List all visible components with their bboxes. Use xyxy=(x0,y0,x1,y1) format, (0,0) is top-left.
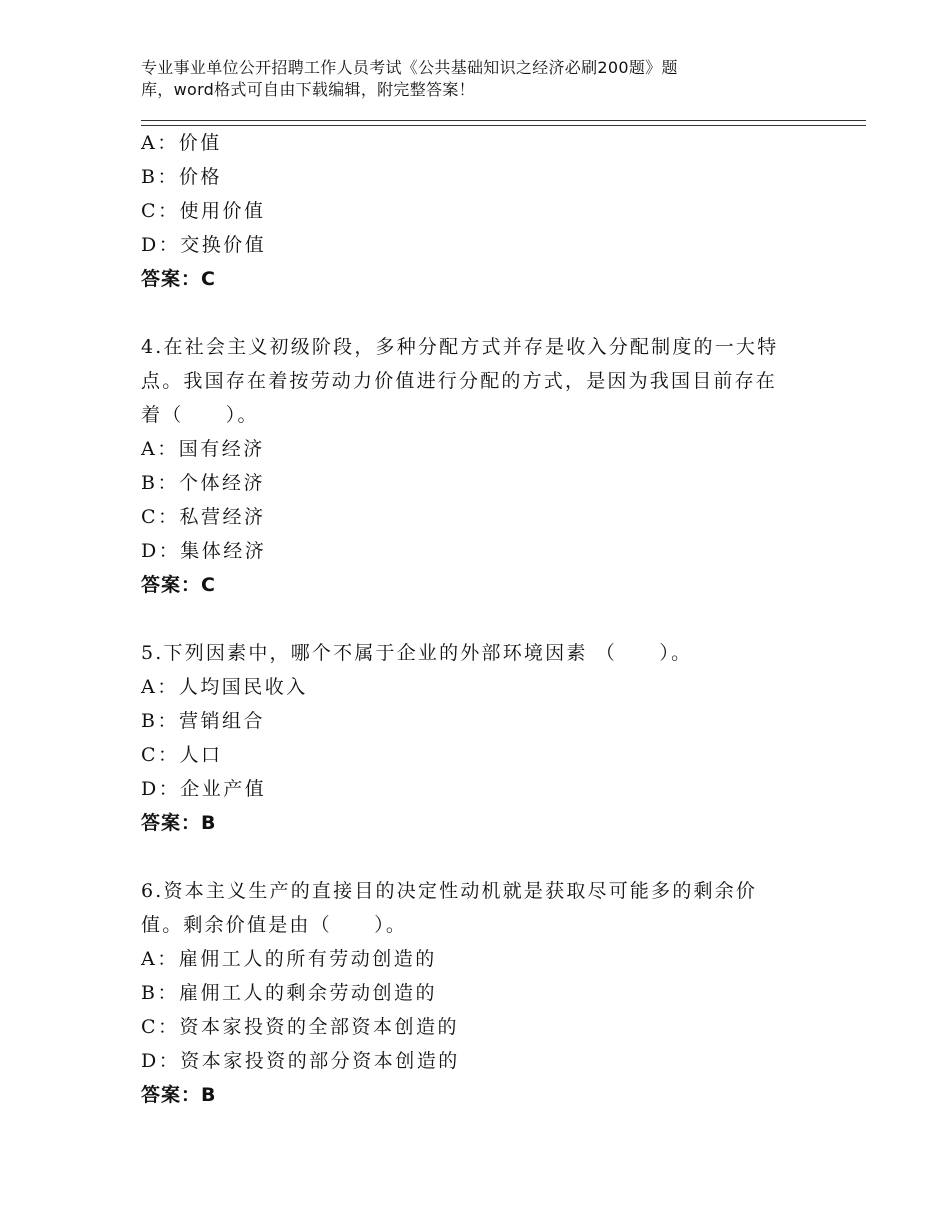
option-a: A：人均国民收入 xyxy=(141,676,308,698)
option-c: C：人口 xyxy=(141,744,223,766)
answer-line: 答案：C xyxy=(141,268,216,290)
spacer xyxy=(141,296,821,330)
option-d: D：企业产值 xyxy=(141,778,267,800)
option-d: D：集体经济 xyxy=(141,540,267,562)
answer-line: 答案：C xyxy=(141,574,216,596)
question-stem-line: 值。剩余价值是由（ ）。 xyxy=(141,914,408,936)
option-c: C：私营经济 xyxy=(141,506,266,528)
question-3 xyxy=(141,126,821,296)
option-a: A：雇佣工人的所有劳动创造的 xyxy=(141,948,437,970)
question-stem-line: 6.资本主义生产的直接目的决定性动机就是获取尽可能多的剩余价 xyxy=(141,880,758,902)
option-a: A：价值 xyxy=(141,132,222,154)
question-4 xyxy=(141,330,821,602)
question-stem-line: 着（ ）。 xyxy=(141,404,259,426)
answer-line: 答案：B xyxy=(141,1084,217,1106)
header-line-2: 库，word格式可自由下载编辑，附完整答案！ xyxy=(141,80,475,99)
question-stem-line: 5.下列因素中，哪个不属于企业的外部环境因素 （ ）。 xyxy=(141,642,693,664)
question-list xyxy=(141,126,821,1112)
option-d: D：交换价值 xyxy=(141,234,267,256)
answer-line: 答案：B xyxy=(141,812,217,834)
spacer xyxy=(141,840,821,874)
option-b: B：个体经济 xyxy=(141,472,265,494)
spacer xyxy=(141,602,821,636)
option-a: A：国有经济 xyxy=(141,438,265,460)
option-d: D：资本家投资的部分资本创造的 xyxy=(141,1050,460,1072)
question-stem-line: 点。我国存在着按劳动力价值进行分配的方式，是因为我国目前存在 xyxy=(141,370,778,392)
question-6 xyxy=(141,874,821,1112)
question-stem-line: 4.在社会主义初级阶段，多种分配方式并存是收入分配制度的一大特 xyxy=(141,336,779,358)
document-header xyxy=(141,57,781,101)
question-5 xyxy=(141,636,821,840)
option-b: B：营销组合 xyxy=(141,710,265,732)
header-line-1: 专业事业单位公开招聘工作人员考试《公共基础知识之经济必刷200题》题 xyxy=(141,58,678,77)
option-c: C：资本家投资的全部资本创造的 xyxy=(141,1016,460,1038)
option-c: C：使用价值 xyxy=(141,200,266,222)
option-b: B：雇佣工人的剩余劳动创造的 xyxy=(141,982,437,1004)
option-b: B：价格 xyxy=(141,166,222,188)
